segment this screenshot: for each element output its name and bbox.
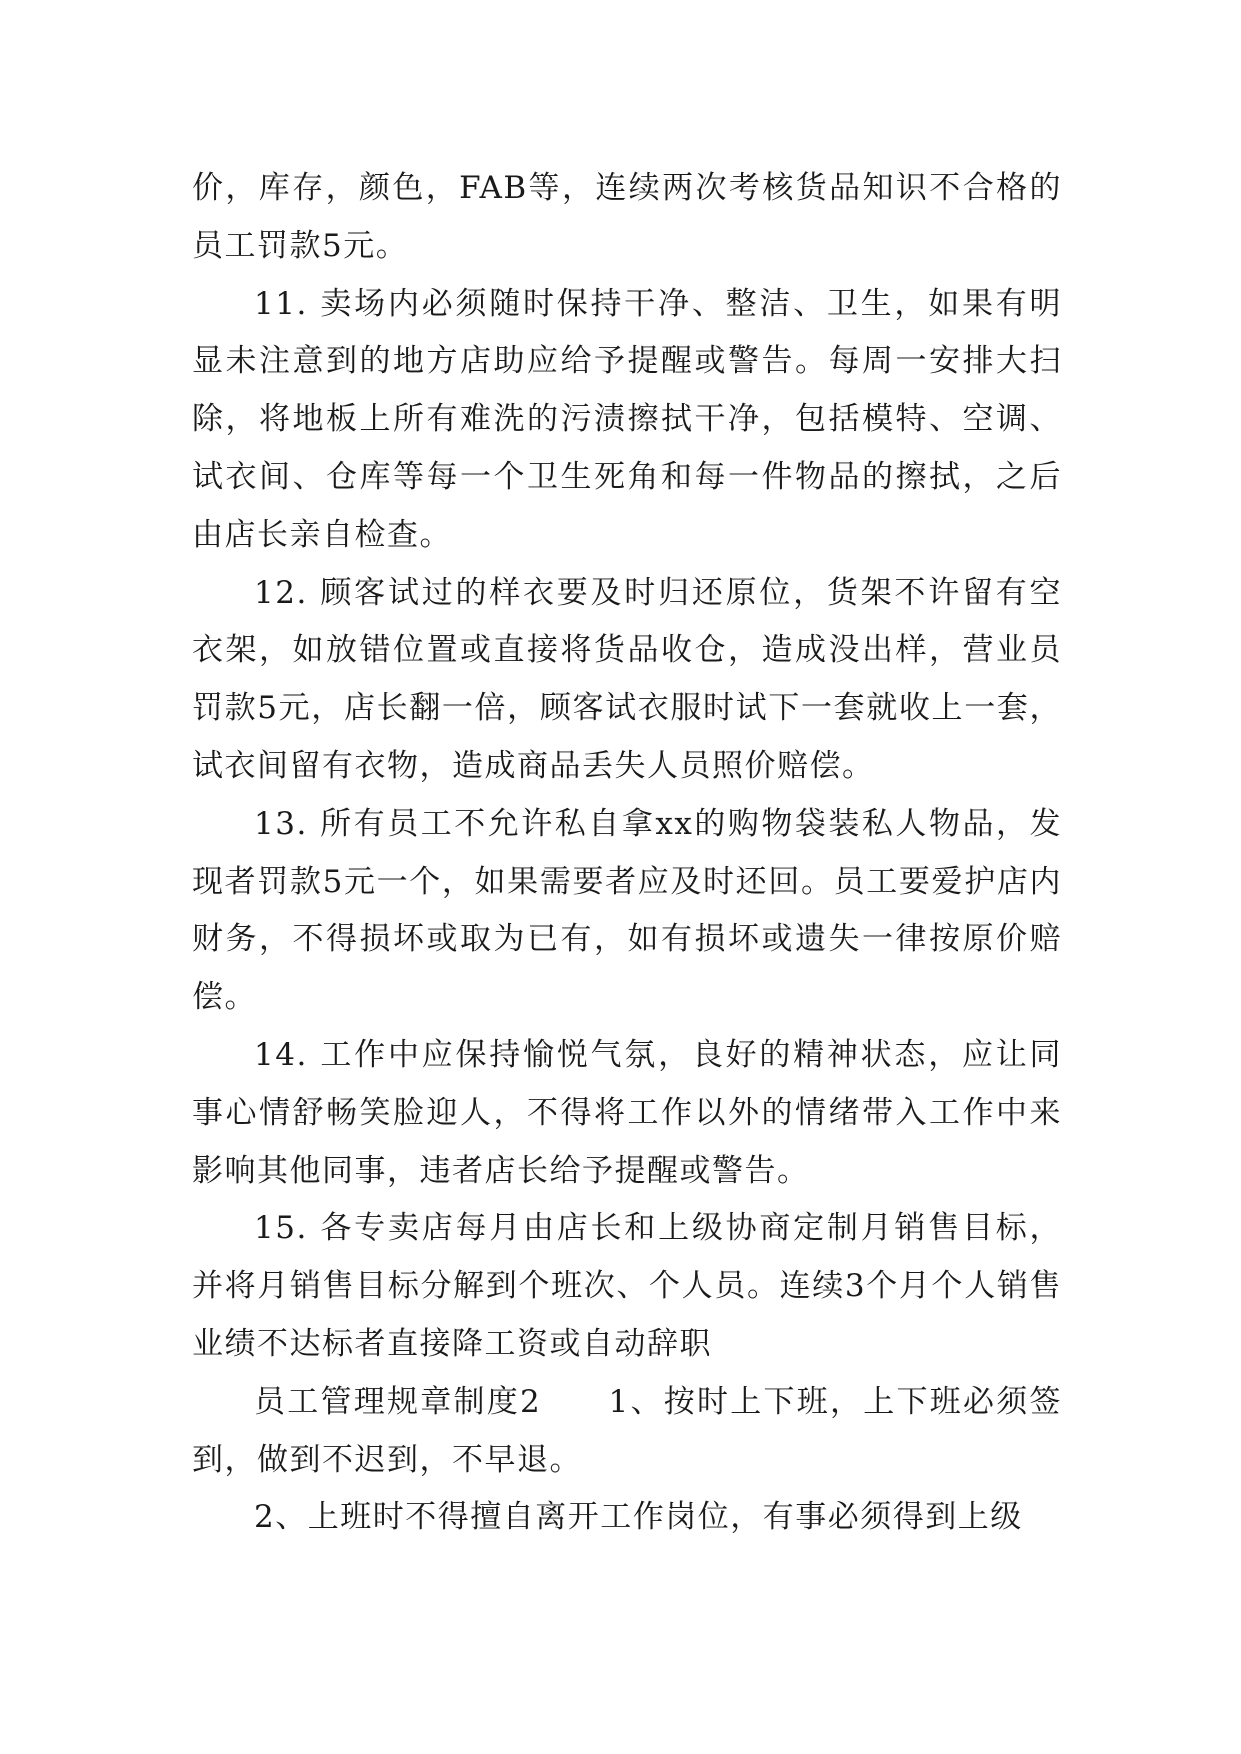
paragraph-section-2-item-2: 2、上班时不得擅自离开工作岗位，有事必须得到上级	[254, 1499, 1023, 1536]
document-body	[192, 160, 1062, 1547]
paragraph-item-15: 15. 各专卖店每月由店长和上级协商定制月销售目标，并将月销售目标分解到个班次、个人员。连续3个月个人销售业绩不达标者直接降工资或自动辞职	[192, 1210, 1062, 1362]
paragraph-item-11: 11. 卖场内必须随时保持干净、整洁、卫生，如果有明显未注意到的地方店助应给予提醒或警告。每周一安排大扫除，将地板上所有难洗的污渍擦拭干净，包括模特、空调、试衣间、仓库等每一个卫生死角和每一件物品的擦拭，之后由店长亲自检查。	[192, 285, 1062, 553]
paragraph-item-13: 13. 所有员工不允许私自拿xx的购物袋装私人物品，发现者罚款5元一个，如果需要者应及时还回。员工要爱护店内财务，不得损坏或取为已有，如有损坏或遗失一律按原价赔偿。	[192, 805, 1062, 1016]
paragraph-continued: 价，库存，颜色，FAB等，连续两次考核货品知识不合格的员工罚款5元。	[192, 170, 1062, 264]
paragraph-section-2-item-1: 员工管理规章制度2 1、按时上下班，上下班必须签到，做到不迟到，不早退。	[192, 1383, 1062, 1478]
paragraph-item-14: 14. 工作中应保持愉悦气氛，良好的精神状态，应让同事心情舒畅笑脸迎人，不得将工作以外的情绪带入工作中来影响其他同事，违者店长给予提醒或警告。	[192, 1036, 1062, 1189]
paragraph-item-12: 12. 顾客试过的样衣要及时归还原位，货架不许留有空衣架，如放错位置或直接将货品收仓，造成没出样，营业员罚款5元，店长翻一倍，顾客试衣服时试下一套就收上一套，试衣间留有衣物，造成商品丢失人员照价赔偿。	[192, 574, 1062, 784]
